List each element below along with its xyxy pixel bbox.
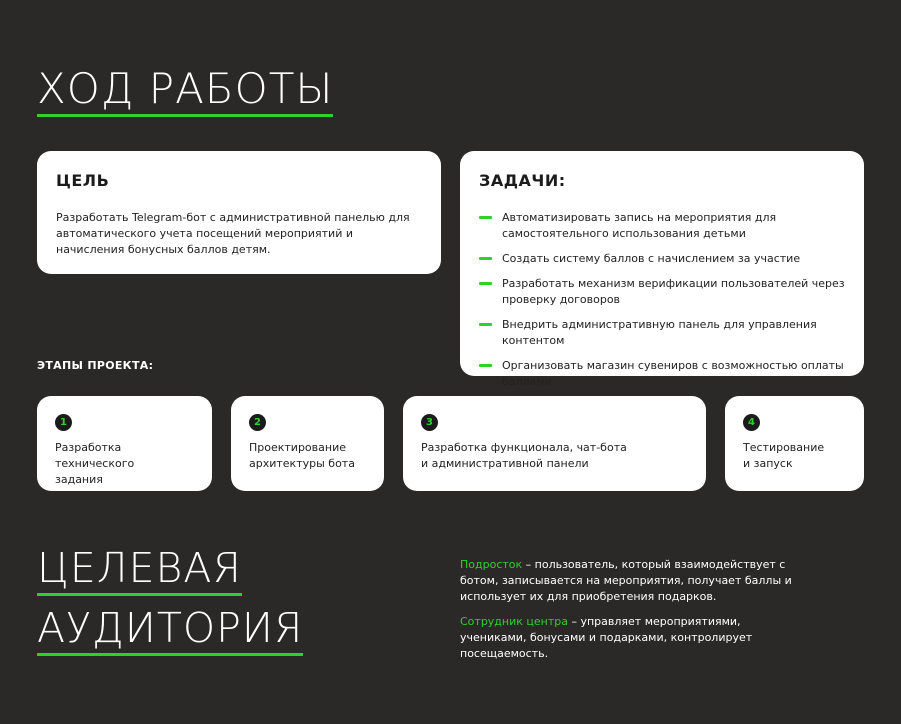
audience-staff-description [460,614,800,662]
goal-text: Разработать Telegram-бот с административной панелью для автоматического учета посещений мероприятий и начисления бонусных баллов детям. [56,211,410,256]
tasks-card [460,151,864,388]
stage-card-3 [403,396,706,491]
task-item [479,210,845,242]
stage-text [421,440,688,472]
task-item [479,317,845,349]
task-item [479,358,845,390]
stage-text [743,440,846,472]
stage-text-line: архитектуры бота [249,457,355,470]
dash-icon [479,257,492,260]
stage-card-2 [231,396,384,491]
task-item-text: Создать систему баллов с начислением за участие [502,252,801,265]
section-title-audience-line1-text: ЦЕЛЕВАЯ [37,548,242,596]
task-item [479,251,845,267]
task-item-text: Автоматизировать запись на мероприятия для самостоятельного использования детьми [502,211,777,240]
stage-text-line: Разработка функционала, чат-бота [421,441,627,454]
goal-card [37,151,441,274]
task-item [479,276,845,308]
tasks-title: ЗАДАЧИ: [479,171,566,190]
section-title-audience-line2 [37,604,304,656]
audience-staff-term: Сотрудник центра [460,615,568,628]
stage-text-line: и административной панели [421,457,589,470]
stage-number-badge: 2 [249,414,266,431]
section-title-audience-line2-text: АУДИТОРИЯ [37,608,303,656]
stage-text-line: Тестирование [743,441,825,454]
stage-card-1 [37,396,212,491]
section-title-work-text: ХОД РАБОТЫ [37,68,333,117]
task-item-text: Организовать магазин сувениров с возможностью оплаты баллами [502,359,844,388]
section-title-audience-line1 [37,544,242,596]
stage-text-line: Разработка технического [55,441,135,470]
dash-icon [479,282,492,285]
tasks-list [479,210,845,390]
dash-icon [479,216,492,219]
audience-teen-term: Подросток [460,558,523,571]
dash-icon [479,364,492,367]
audience-staff-desc: – управляет мероприятиями, учениками, бонусами и подарками, контролирует посещаемость. [460,615,753,660]
stage-text [55,440,194,488]
audience-teen-description [460,557,800,605]
stage-text-line: задания [55,473,103,486]
goal-title: ЦЕЛЬ [56,171,110,190]
stage-card-4 [725,396,864,491]
stages-label: ЭТАПЫ ПРОЕКТА: [37,359,154,372]
audience-teen-desc: – пользователь, который взаимодействует с ботом, записывается на мероприятия, получает баллы и использует их для приобретения подарков. [460,558,792,603]
section-title-work [37,64,334,117]
stage-number-badge: 4 [743,414,760,431]
stage-number-badge: 3 [421,414,438,431]
stage-text-line: Проектирование [249,441,346,454]
stage-number-badge: 1 [55,414,72,431]
dash-icon [479,323,492,326]
task-item-text: Внедрить административную панель для управления контентом [502,318,817,347]
stage-text [249,440,366,472]
task-item-text: Разработать механизм верификации пользователей через проверку договоров [502,277,845,306]
stage-text-line: и запуск [743,457,793,470]
